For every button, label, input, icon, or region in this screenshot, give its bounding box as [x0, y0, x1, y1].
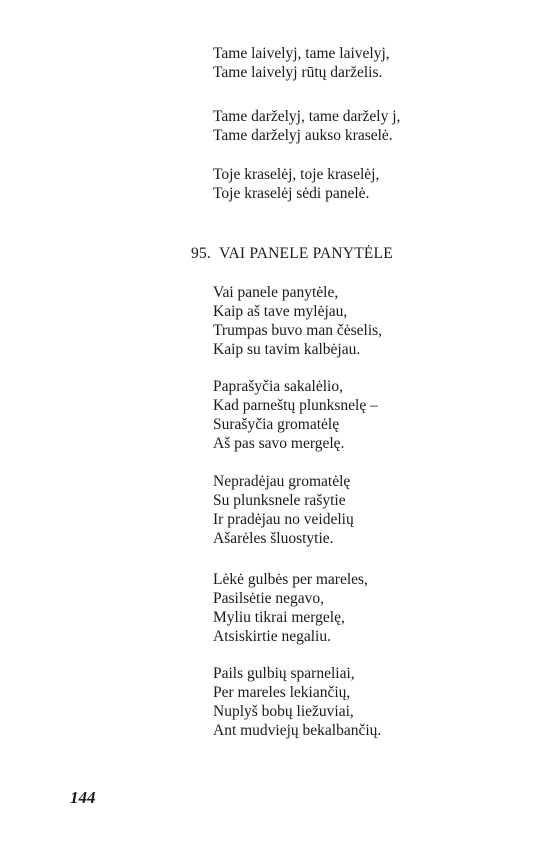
poem-line: Tame laivelyj, tame laivelyj,	[213, 45, 390, 62]
song-stanza-3	[213, 472, 354, 548]
poem-line: Tame darželyj, tame daržely j,	[213, 108, 401, 125]
poem-line: Lėkė gulbės per mareles,	[213, 571, 368, 588]
poem-line: Kaip su tavim kalbėjau.	[213, 341, 361, 358]
song-stanza-2	[213, 377, 378, 453]
poem-line: Tame laivelyj rūtų darželis.	[213, 64, 383, 81]
poem-line: Ašarėles šluostytie.	[213, 530, 334, 547]
poem-line: Vai panele panytėle,	[213, 284, 339, 301]
page-number: 144	[70, 788, 96, 807]
poem-line: Kad parneštų plunksnelę –	[213, 397, 378, 414]
poem-line: Ir pradėjau no veidelių	[213, 511, 354, 528]
poem-line: Toje kraselėj sėdi panelė.	[213, 185, 370, 202]
song-stanza-4	[213, 570, 368, 646]
top-stanza-3	[213, 165, 379, 203]
poem-line: Ant mudviejų bekalbančių.	[213, 722, 382, 739]
poem-line: Toje kraselėj, toje kraselėj,	[213, 166, 380, 183]
poem-line: Kaip aš tave mylėjau,	[213, 303, 348, 320]
poem-line: Trumpas buvo man čėselis,	[213, 322, 383, 339]
poem-line: Nuplyš bobų liežuviai,	[213, 703, 354, 720]
poem-line: Tame darželyj aukso kraselė.	[213, 127, 393, 144]
poem-line: Nepradėjau gromatėlę	[213, 473, 351, 490]
poem-line: Paprašyčia sakalėlio,	[213, 378, 343, 395]
poem-line: Pails gulbių sparneliai,	[213, 665, 355, 682]
top-stanza-2	[213, 107, 400, 145]
poem-line: Aš pas savo mergelę.	[213, 435, 345, 452]
poem-line: Atsiskirtie negaliu.	[213, 628, 331, 645]
song-heading	[191, 244, 393, 263]
song-stanza-1	[213, 283, 382, 359]
song-number: 95.	[191, 245, 211, 262]
poem-line: Su plunksnele rašytie	[213, 492, 346, 509]
poem-line: Pasilsėtie negavo,	[213, 590, 325, 607]
poem-line: Myliu tikrai mergelę,	[213, 609, 345, 626]
poem-line: Per mareles lekiančių,	[213, 684, 351, 701]
song-title: VAI PANELE PANYTĖLE	[219, 245, 393, 262]
poem-line: Surašyčia gromatėlę	[213, 416, 340, 433]
top-stanza-1	[213, 44, 390, 82]
song-stanza-5	[213, 664, 381, 740]
